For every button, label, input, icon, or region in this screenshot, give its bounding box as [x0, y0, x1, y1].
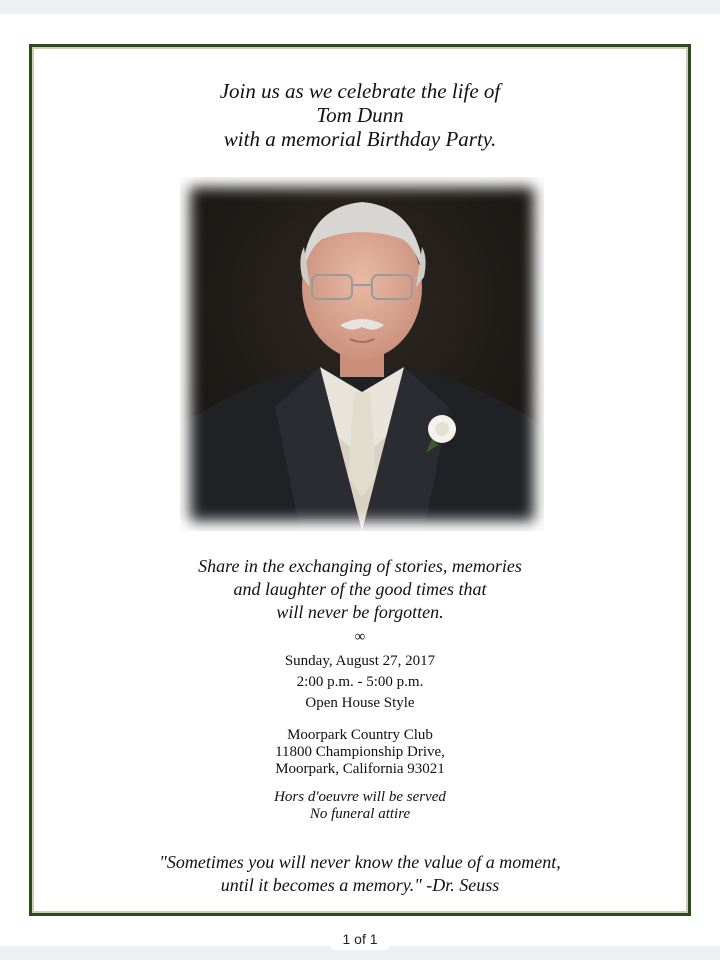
headline-line: with a memorial Birthday Party.: [223, 127, 497, 151]
invitation-frame: [29, 44, 691, 916]
share-message: [32, 555, 688, 624]
share-line: and laughter of the good times that: [233, 579, 487, 599]
closing-quote: [32, 851, 688, 897]
attire-note: No funeral attire: [309, 806, 411, 822]
event-details: [32, 651, 688, 714]
venue-city: Moorpark, California 93021: [275, 761, 445, 777]
share-line: will never be forgotten.: [276, 602, 444, 622]
food-note: Hors d'oeuvre will be served: [274, 789, 446, 805]
event-notes: [32, 789, 688, 823]
event-date: Sunday, August 27, 2017: [284, 653, 436, 669]
document-page: [0, 14, 720, 946]
share-line: Share in the exchanging of stories, memories: [198, 556, 522, 576]
venue-name: Moorpark Country Club: [287, 727, 433, 743]
venue-street: 11800 Championship Drive,: [275, 744, 445, 760]
event-style: Open House Style: [305, 695, 415, 711]
infinity-symbol: ∞: [354, 629, 366, 645]
page-indicator: 1 of 1: [331, 928, 389, 950]
event-time: 2:00 p.m. - 5:00 p.m.: [296, 674, 424, 690]
invitation-headline: [32, 79, 688, 151]
headline-line: Join us as we celebrate the life of: [219, 79, 501, 103]
portrait-illustration: [180, 177, 544, 531]
honoree-name: Tom Dunn: [316, 103, 404, 127]
quote-line: "Sometimes you will never know the value of a moment,: [159, 852, 561, 872]
portrait-photo: [180, 177, 544, 531]
quote-line: until it becomes a memory." -Dr. Seuss: [220, 875, 500, 895]
venue-address: [32, 727, 688, 778]
